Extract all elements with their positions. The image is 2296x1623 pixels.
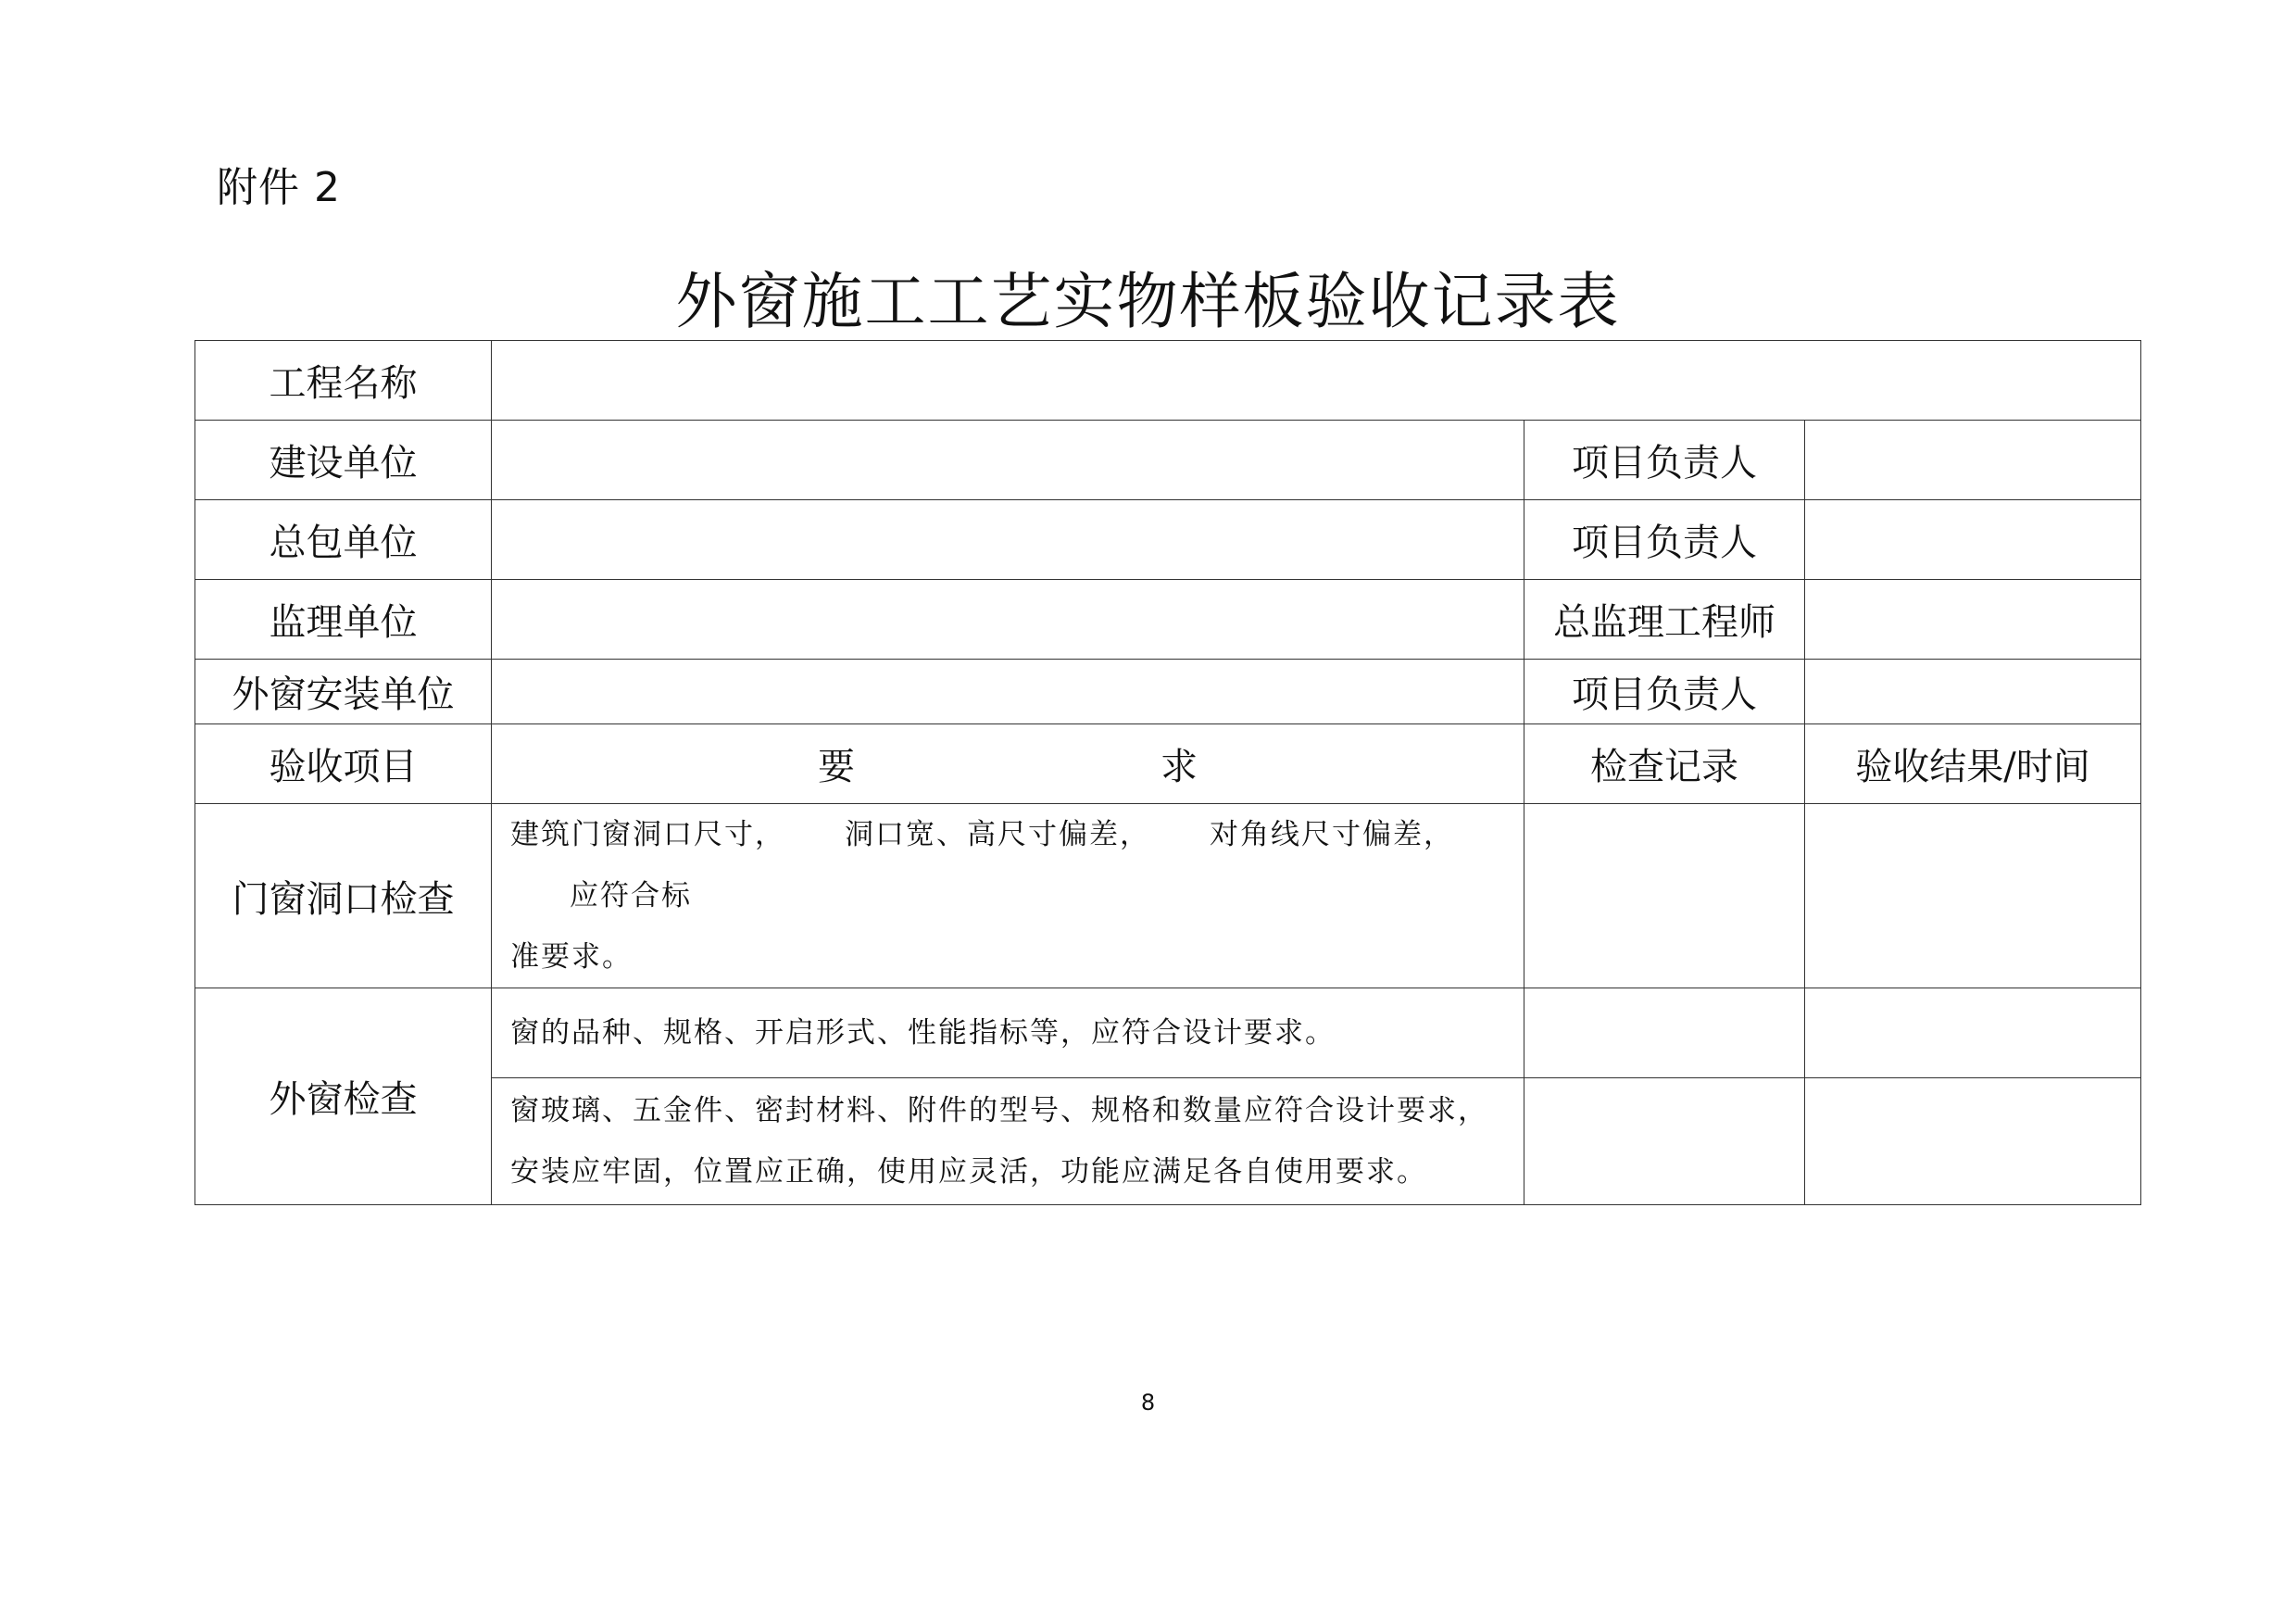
header-req-left: 要 bbox=[818, 746, 855, 788]
req-text: 洞口宽、高尺寸偏差， bbox=[845, 818, 1150, 851]
label-project-manager: 项目负责人 bbox=[1524, 421, 1805, 500]
header-row bbox=[195, 724, 2141, 804]
requirement-window-type: 窗的品种、规格、开启形式、性能指标等，应符合设计要求。 bbox=[492, 988, 1524, 1078]
label-construction-unit: 建设单位 bbox=[195, 421, 492, 500]
field-general-contractor[interactable] bbox=[492, 500, 1524, 580]
label-project-name: 工程名称 bbox=[195, 341, 492, 421]
req-text: 窗玻璃、五金件、密封材料、附件的型号、规格和数量应符合设计要求， bbox=[510, 1094, 1488, 1127]
label-chief-supervisor: 总监理工程师 bbox=[1524, 580, 1805, 660]
table-row bbox=[195, 580, 2141, 660]
requirement-opening-check bbox=[492, 804, 1524, 988]
req-text: 准要求。 bbox=[510, 940, 633, 974]
req-text: 应符合标 bbox=[570, 879, 692, 912]
field-opening-record[interactable] bbox=[1524, 804, 1805, 988]
req-text: 安装应牢固，位置应正确，使用应灵活，功能应满足各自使用要求。 bbox=[510, 1155, 1427, 1189]
header-req-right: 求 bbox=[1161, 746, 1198, 788]
header-record: 检查记录 bbox=[1524, 724, 1805, 804]
attachment-label: 附件 2 bbox=[217, 164, 341, 211]
field-window-hardware-result[interactable] bbox=[1805, 1078, 2141, 1205]
req-text: 建筑门窗洞口尺寸， bbox=[510, 818, 785, 851]
field-project-manager[interactable] bbox=[1805, 500, 2141, 580]
label-opening-check: 门窗洞口检查 bbox=[195, 804, 492, 988]
label-general-contractor: 总包单位 bbox=[195, 500, 492, 580]
field-window-hardware-record[interactable] bbox=[1524, 1078, 1805, 1205]
label-project-manager: 项目负责人 bbox=[1524, 500, 1805, 580]
field-project-name[interactable] bbox=[492, 341, 2141, 421]
table-row bbox=[195, 421, 2141, 500]
req-text: 对角线尺寸偏差， bbox=[1210, 818, 1454, 851]
table-row bbox=[195, 500, 2141, 580]
header-result: 验收结果/时间 bbox=[1805, 724, 2141, 804]
requirement-window-hardware bbox=[492, 1078, 1524, 1205]
field-supervision-unit[interactable] bbox=[492, 580, 1524, 660]
header-requirement bbox=[492, 724, 1524, 804]
field-construction-unit[interactable] bbox=[492, 421, 1524, 500]
table-row bbox=[195, 988, 2141, 1078]
table-row bbox=[195, 341, 2141, 421]
label-project-manager: 项目负责人 bbox=[1524, 660, 1805, 724]
label-supervision-unit: 监理单位 bbox=[195, 580, 492, 660]
table-row bbox=[195, 660, 2141, 724]
document-title: 外窗施工工艺实物样板验收记录表 bbox=[675, 266, 1621, 337]
header-item: 验收项目 bbox=[195, 724, 492, 804]
field-window-type-record[interactable] bbox=[1524, 988, 1805, 1078]
field-chief-supervisor[interactable] bbox=[1805, 580, 2141, 660]
field-opening-result[interactable] bbox=[1805, 804, 2141, 988]
table-row bbox=[195, 804, 2141, 988]
label-window-check: 外窗检查 bbox=[195, 988, 492, 1205]
field-project-manager[interactable] bbox=[1805, 660, 2141, 724]
label-window-installer: 外窗安装单位 bbox=[195, 660, 492, 724]
field-project-manager[interactable] bbox=[1805, 421, 2141, 500]
inspection-record-table bbox=[194, 340, 2141, 1205]
page-number: 8 bbox=[1140, 1390, 1156, 1415]
field-window-installer[interactable] bbox=[492, 660, 1524, 724]
field-window-type-result[interactable] bbox=[1805, 988, 2141, 1078]
